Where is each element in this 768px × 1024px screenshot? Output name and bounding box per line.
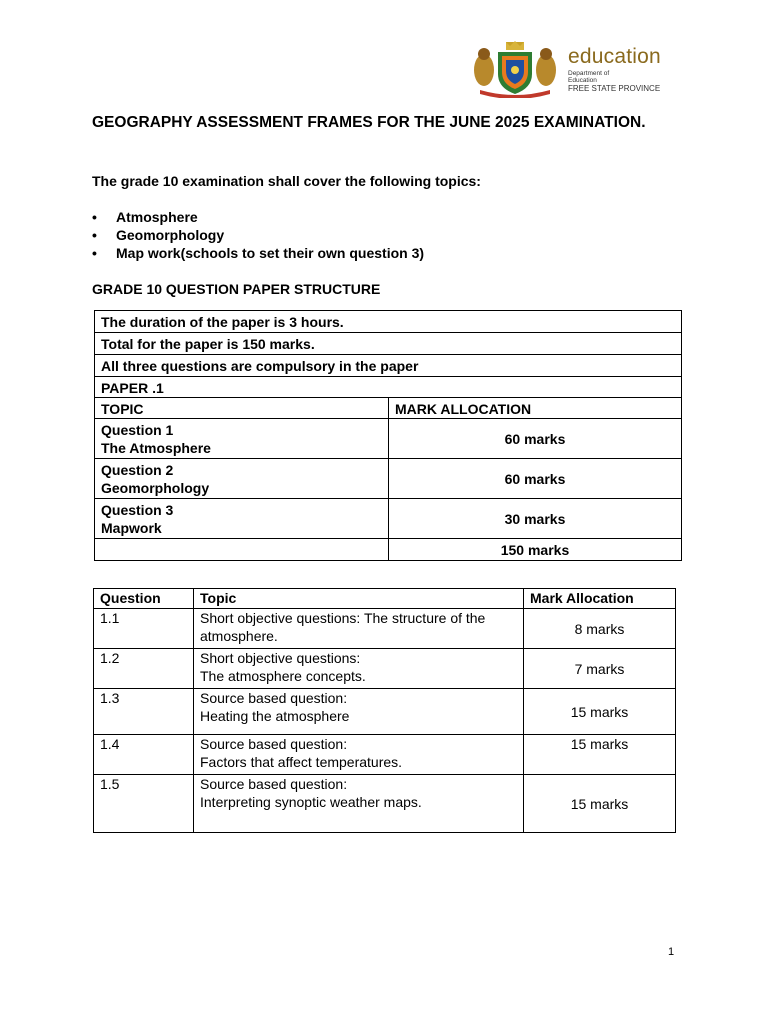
question-number: 1.3 <box>94 689 194 735</box>
topic-line: Interpreting synoptic weather maps. <box>200 794 422 810</box>
structure-heading: GRADE 10 QUESTION PAPER STRUCTURE <box>92 281 381 297</box>
marks-cell: 15 marks <box>524 735 676 775</box>
list-item <box>92 208 424 226</box>
question-topic: The Atmosphere <box>101 440 211 456</box>
topic-header: TOPIC <box>95 398 389 419</box>
question-detail-table <box>93 588 676 833</box>
question-cell <box>95 499 389 539</box>
marks-header: MARK ALLOCATION <box>389 398 682 419</box>
topic-label: Geomorphology <box>116 227 225 243</box>
bullet-icon: • <box>92 245 97 261</box>
document-title: GEOGRAPHY ASSESSMENT FRAMES FOR THE JUNE 2025 EXAMINATION. <box>92 114 646 131</box>
table-row <box>95 459 682 499</box>
question-topic: Geomorphology <box>101 480 210 496</box>
topic-cell <box>194 649 524 689</box>
table-row <box>95 499 682 539</box>
intro-text: The grade 10 examination shall cover the following topics: <box>92 173 481 189</box>
question-topic: Mapwork <box>101 520 162 536</box>
table-row <box>95 377 682 398</box>
logo-subtitle-2: Education <box>568 77 597 84</box>
topic-cell <box>194 609 524 649</box>
list-item <box>92 244 424 262</box>
total-marks-cell: 150 marks <box>389 539 682 561</box>
department-logo <box>470 40 680 98</box>
bullet-icon: • <box>92 209 97 225</box>
paper-cell: PAPER .1 <box>95 377 682 398</box>
question-number: 1.4 <box>94 735 194 775</box>
topic-label: Atmosphere <box>116 209 198 225</box>
question-number: 1.5 <box>94 775 194 833</box>
table-row <box>95 419 682 459</box>
table-row <box>94 735 676 775</box>
topic-cell <box>194 775 524 833</box>
table-row <box>94 609 676 649</box>
marks-cell: 30 marks <box>389 499 682 539</box>
question-label: Question 1 <box>101 422 174 438</box>
table-row <box>95 333 682 355</box>
topic-line: Short objective questions: <box>200 650 361 666</box>
page-number: 1 <box>668 946 675 958</box>
table-row <box>94 775 676 833</box>
topic-line: Heating the atmosphere <box>200 708 350 724</box>
question-label: Question 3 <box>101 502 174 518</box>
logo-province: FREE STATE PROVINCE <box>568 84 661 93</box>
topic-line: Short objective questions: The structure of the <box>200 610 486 626</box>
marks-cell: 8 marks <box>524 609 676 649</box>
paper-structure-table <box>94 310 682 561</box>
topic-line: Factors that affect temperatures. <box>200 754 403 770</box>
table-row <box>95 355 682 377</box>
list-item <box>92 226 424 244</box>
logo-title: education <box>568 45 661 68</box>
table-row <box>95 539 682 561</box>
topic-header: Topic <box>194 589 524 609</box>
logo-subtitle-1: Department of <box>568 70 610 77</box>
table-row <box>95 311 682 333</box>
free-state-crest-icon <box>470 40 560 98</box>
question-cell <box>95 459 389 499</box>
marks-cell: 7 marks <box>524 649 676 689</box>
question-number: 1.2 <box>94 649 194 689</box>
table-row <box>95 398 682 419</box>
mark-allocation-header: Mark Allocation <box>524 589 676 609</box>
empty-cell <box>95 539 389 561</box>
topic-line: Source based question: <box>200 690 348 706</box>
marks-cell: 60 marks <box>389 419 682 459</box>
topic-cell <box>194 735 524 775</box>
duration-cell: The duration of the paper is 3 hours. <box>95 311 682 333</box>
marks-cell: 60 marks <box>389 459 682 499</box>
question-number: 1.1 <box>94 609 194 649</box>
bullet-icon: • <box>92 227 97 243</box>
question-label: Question 2 <box>101 462 174 478</box>
topic-label: Map work(schools to set their own question 3) <box>116 245 425 261</box>
table-row <box>94 589 676 609</box>
topic-cell <box>194 689 524 735</box>
table-row <box>94 649 676 689</box>
question-header: Question <box>94 589 194 609</box>
topic-list <box>92 208 424 262</box>
topic-line: Source based question: <box>200 776 348 792</box>
topic-line: The atmosphere concepts. <box>200 668 366 684</box>
marks-cell: 15 marks <box>524 775 676 833</box>
question-cell <box>95 419 389 459</box>
marks-cell: 15 marks <box>524 689 676 735</box>
topic-line: Source based question: <box>200 736 348 752</box>
total-cell: Total for the paper is 150 marks. <box>95 333 682 355</box>
table-row <box>94 689 676 735</box>
topic-line: atmosphere. <box>200 628 278 644</box>
compulsory-cell: All three questions are compulsory in the paper <box>95 355 682 377</box>
